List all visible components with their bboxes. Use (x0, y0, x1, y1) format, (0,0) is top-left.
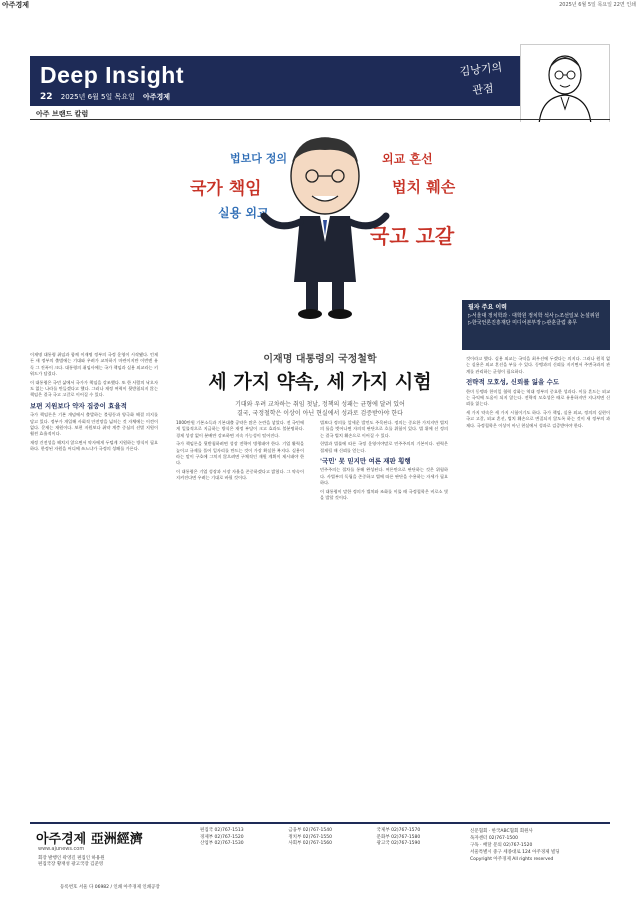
keyword-diplomacy: 외교 혼선 (382, 152, 433, 166)
issue-date: 2025년 6월 5일 목요일 (60, 93, 135, 101)
masthead-footer (30, 822, 610, 892)
columnist-signature (458, 58, 506, 102)
contact-line: 산업부 02)767-1530 (200, 841, 244, 846)
keyword-pragmatic: 실용 외교 (218, 206, 269, 220)
headline-deck (180, 400, 460, 418)
paper-logo: 아주경제 亞洲經濟 (36, 832, 143, 847)
keyword-rule-of-law: 법치 훼손 (392, 178, 456, 196)
body-column-1 (30, 352, 158, 455)
paragraph: 법보다 정의를 앞세운 발언도 주목된다. 정의는 중요한 가치지만 법치의 틀을 벗어나면 자의적 판단으로 흐를 위험이 있다. 법 위에 선 정의는 결국 법치 훼손으로 이어질 수 있다. (320, 420, 448, 438)
department-contacts (200, 828, 460, 848)
page-number: 22 (40, 92, 53, 102)
staff-line: 회장 발행인 곽영길 편집인 하용원 (38, 856, 105, 861)
contact-line: 광고국 02)767-1590 (376, 841, 421, 846)
paragraph: 것이라고 했다. 실용 외교는 국익을 최우선에 두겠다는 의지다. 그러나 원칙 없는 실용은 외교 혼선을 부를 수 있다. 동맹과의 신뢰를 지키면서 주변국과의 관계를 관리하는 균형이 필요하다. (466, 356, 610, 374)
contact-line: 정치부 02)767-1550 (288, 834, 332, 840)
author-box-text: ▷서울대 정치학과 · 대학원 정치학 석사 ▷조선일보 논설위원 ▷한국언론진흥재단 미디어본부장 ▷관훈클럽 총무 (468, 313, 600, 326)
section-title: Deep Insight (40, 62, 185, 88)
hero-illustration (30, 122, 610, 322)
section-heading: '국민' 못 믿지만 여론 재판 횡행 (320, 457, 411, 466)
keyword-state: 국가 책임 (190, 179, 262, 199)
body-column-2 (176, 420, 304, 484)
paragraph: 1000만원 기본소득과 기본대출 공약은 많은 논란을 낳았다. 전 국민에게 일률적으로 지급하는 방식은 재정 부담이 크고 효과도 불분명하다. 경제 성장 없이 분배만 강조하면 지속 가능성이 떨어진다. (176, 420, 304, 438)
signature-line-2: 관점 (471, 81, 495, 98)
paragraph: 이 대통령이 말한 정의가 법치와 조화를 이룰 때 국정철학은 비로소 빛을 발할 것이다. (320, 488, 448, 501)
top-dateline: 2025년 6월 5일 목요일 22면 인쇄 (559, 2, 636, 8)
deck-line-1: 기대와 우려 교차하는 취임 첫날, 정책의 성패는 균형에 달려 있어 (235, 401, 405, 408)
author-info-box (462, 300, 610, 350)
caricature-figure (260, 132, 390, 322)
top-paper-name: 아주경제 (2, 1, 30, 9)
staff-line: 편집국장 황재성 광고국장 김준영 (38, 862, 104, 867)
banner-paper: 아주경제 (142, 93, 171, 101)
paragraph: 세 가지 약속은 세 가지 시험이기도 하다. 국가 책임, 실용 외교, 정의의 실현이 국고 고갈, 외교 혼선, 법치 훼손으로 변질되지 않도록 하는 것이 새 정부의 과제다. 국정철학은 이상이 아닌 현실에서 성과로 검증받아야 한다. (466, 409, 610, 428)
publisher-line: Copyright 아주경제 All rights reserved (470, 857, 554, 862)
contact-line: 국제부 02)767-1570 (376, 828, 421, 833)
deck-line-2: 결국, 국정철학은 이상이 아닌 현실에서 성과로 검증받아야 한다 (237, 410, 403, 417)
website-url[interactable]: www.ajunews.com (38, 846, 85, 852)
keyword-treasury: 국고 고갈 (370, 224, 455, 248)
registration-info: 등록번호 서울 다 06982 / 인쇄 아주경제 인쇄공장 (60, 885, 160, 890)
paragraph: 이 대통령은 국민 삶에서 국가가 책임을 강조했다. 또 한 사람의 낙오자도 없는 나라를 만들겠다고 했다. 그러나 재정 여력이 뒷받침되지 않는 책임은 결국 국고 고갈로 이어질 수 있다. (30, 379, 158, 398)
publisher-line: 독자센터 02)767-1500 (470, 836, 518, 841)
paragraph: 이재명 대통령 취임과 함께 이재명 정부의 국정 운영이 시작됐다. 언제든 새 정부의 출범에는 기대와 우려가 교차하기 마련이지만 이번엔 유독 그 진폭이 크다. 대통령의 취임사에는 국가 책임과 실용 외교라는 키워드가 담겼다. (30, 352, 158, 377)
staff-list (38, 856, 105, 868)
signature-line-1: 김낭기의 (459, 60, 503, 79)
body-column-3 (320, 420, 448, 503)
section-subline: 아주 브랜드 칼럼 (30, 108, 610, 120)
paragraph: 재정 건전성을 해치지 않으면서 약자에게 두텁게 지원하는 방식이 필요하다. 한정된 자원을 어디에 쓰느냐가 국정의 성패를 가른다. (30, 439, 158, 452)
contact-line: 금융부 02)767-1540 (288, 828, 332, 833)
paragraph: 국가 책임론을 뒷받침하려면 성장 전략이 병행돼야 한다. 기업 활력을 높이고 규제를 풀어 일자리를 만드는 것이 가장 확실한 복지다. 실용이라는 말이 구호에 그치지 않으려면 구체적인 재원 계획이 제시돼야 한다. (176, 441, 304, 466)
publisher-line: 신문협회 · 한국ABC협회 회원사 (470, 829, 533, 834)
headline-kicker: 이재명 대통령의 국정철학 (263, 354, 377, 365)
headline-title: 세 가지 약속, 세 가지 시험 (208, 371, 432, 393)
publisher-line: 서울특별시 중구 세종대로 124 아주경제 빌딩 (470, 850, 560, 855)
contact-line: 사회부 02)767-1560 (288, 841, 332, 846)
contact-line: 편집국 02)767-1513 (200, 828, 244, 833)
top-bar (0, 0, 640, 8)
section-heading: 보편 지원보다 약자 집중이 효율적 (30, 401, 127, 410)
publisher-line: 구독 · 배달 문의 02)767-1520 (470, 843, 533, 848)
paragraph: 이 대통령은 기업 성장과 시장 자율을 존중하겠다고 밝혔다. 그 약속이 지켜진다면 우려는 기대로 바뀔 것이다. (176, 468, 304, 481)
section-heading: 전략적 모호성, 신뢰를 잃을 수도 (466, 378, 560, 387)
headline-block (180, 350, 460, 418)
contact-line: 경제부 02)767-1520 (200, 834, 244, 840)
author-box-heading: 필자 주요 이력 (468, 304, 507, 311)
body-column-4 (466, 356, 610, 431)
paragraph: 헌법과 법률에 따른 국정 운영이야말로 민주주의의 기본이다. 권력은 절제될 때 신뢰를 얻는다. (320, 441, 448, 453)
publisher-info (470, 828, 610, 863)
banner-meta (40, 92, 170, 102)
paragraph: 민주주의는 절차를 통해 완성된다. 여론만으로 판단하는 것은 위험하다. 사법부의 독립을 존중하고 법에 따른 판단을 수용하는 자세가 필요하다. (320, 467, 448, 486)
keyword-justify: 법보다 정의 (230, 152, 287, 165)
paragraph: 국가 책임론은 기본 개념에서 출발하는 불평등과 양극화 해결 의지를 담고 있다. 정부가 개입해 사회적 안전망을 넓히는 것 자체에는 이견이 없다. 문제는 재원이다. 보편 지원보다 취약 계층 중심의 선별 지원이 훨씬 효율적이다. (30, 412, 158, 437)
paragraph: 한미 동맹과 한미일 협력 강화는 역대 정부의 중요한 성과다. 이를 흔드는 외교는 국익에 도움이 되지 않는다. 전략적 모호성은 때로 유용하지만 지나치면 신뢰를 잃는다. (466, 388, 610, 407)
contact-line: 문화부 02)767-1580 (376, 834, 421, 840)
